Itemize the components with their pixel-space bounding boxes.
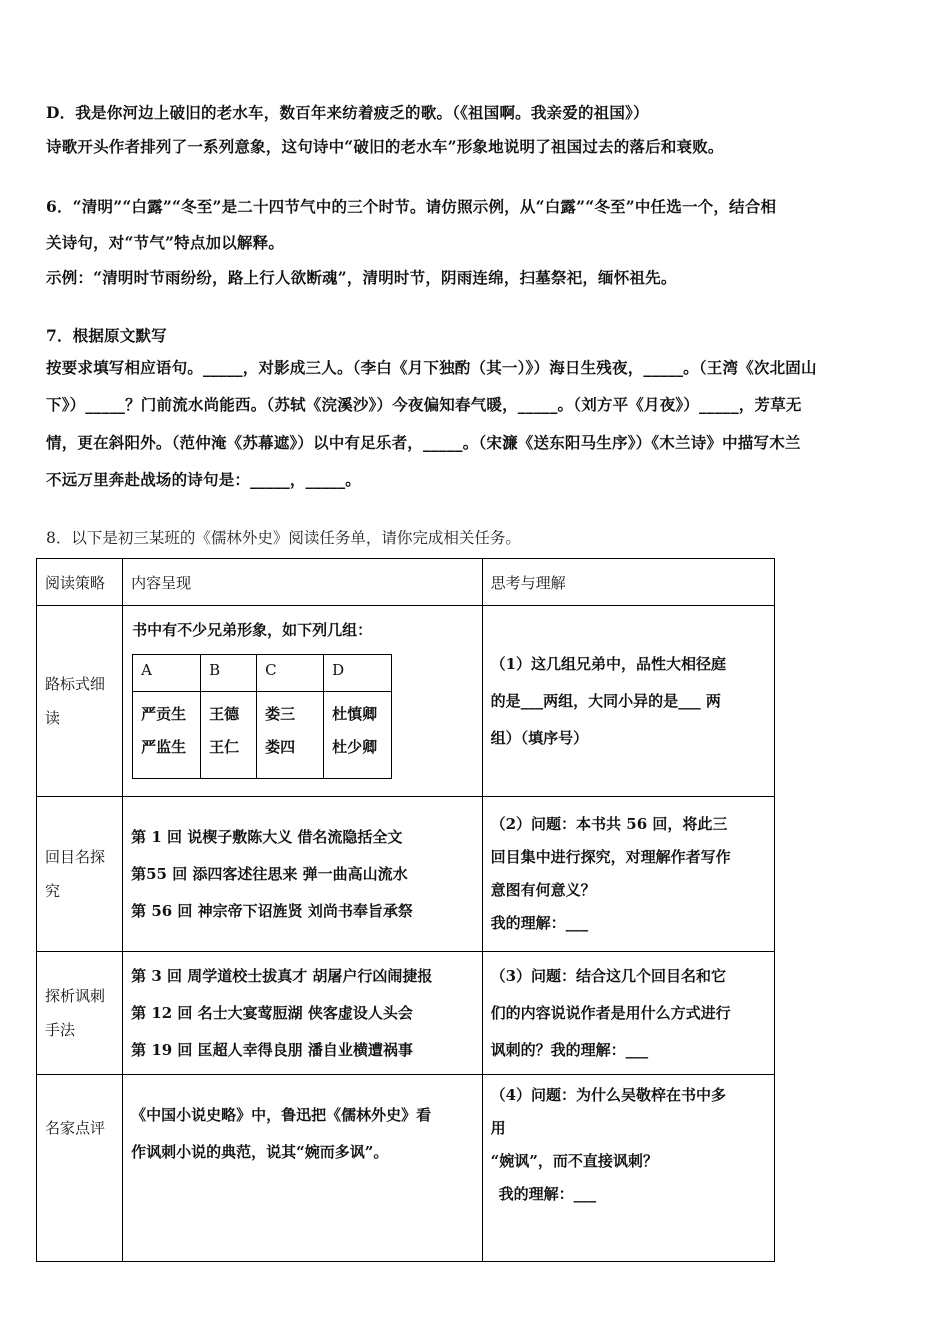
table-row — [37, 797, 775, 952]
header-thinking: 思考与理解 — [482, 559, 774, 606]
row4-label: 名家点评 — [37, 1075, 123, 1262]
header-strategy: 阅读策略 — [37, 559, 123, 606]
q6-line-2: 关诗句，对“节气”特点加以解释。 — [46, 233, 285, 252]
brothers-table — [132, 654, 392, 779]
group-b-key: B — [201, 655, 257, 692]
q7-title: 7．根据原文默写 — [46, 326, 167, 345]
q7-line-1: 按要求填写相应语句。_____，对影成三人。（李白《月下独酌（其一）》）海日生残夜，_____。（王湾《次北固山 — [46, 358, 817, 377]
group-a-names: 严贡生 严监生 — [133, 692, 201, 779]
row2-question: （2）问题：本书共 56 回，将此三 回目集中进行探究，对理解作者写作 意图有何意义？ 我的理解：___ — [482, 797, 774, 952]
table-header-row — [37, 559, 775, 606]
group-c-names: 娄三 娄四 — [257, 692, 324, 779]
q6-example: 示例：“清明时节雨纷纷，路上行人欲断魂”，清明时节，阴雨连绵，扫墓祭祀，缅怀祖先。 — [46, 268, 677, 287]
q7-line-4: 不远万里奔赴战场的诗句是：_____，_____。 — [46, 470, 362, 489]
header-content: 内容呈现 — [123, 559, 482, 606]
q8-caption: 8．以下是初三某班的《儒林外史》阅读任务单，请你完成相关任务。 — [46, 529, 521, 547]
q7-line-3: 情，更在斜阳外。（范仲淹《苏幕遮》）以中有足乐者，_____。（宋濂《送东阳马生序》）《木兰诗》中描写木兰 — [46, 433, 801, 452]
q7-line-2: 下》）_____？门前流水尚能西。（苏轼《浣溪沙》）今夜偏知春气暖，_____。（刘方平《月夜》）_____，芳草无 — [46, 395, 802, 414]
row3-question: （3）问题：结合这几个回目名和它 们的内容说说作者是用什么方式进行 讽刺的？我的理解：___ — [482, 952, 774, 1075]
table-row — [37, 606, 775, 797]
group-d-names: 杜慎卿 杜少卿 — [324, 692, 392, 779]
row4-question: （4）问题：为什么吴敬梓在书中多 用 “婉讽”，而不直接讽刺？ 我的理解：___ — [482, 1075, 774, 1262]
group-d-key: D — [324, 655, 392, 692]
row2-label: 回目名探 究 — [37, 797, 123, 952]
row4-content: 《中国小说史略》中，鲁迅把《儒林外史》看 作讽刺小说的典范，说其“婉而多讽”。 — [123, 1075, 482, 1262]
row1-label: 路标式细 读 — [37, 606, 123, 797]
option-d-line-2: 诗歌开头作者排列了一系列意象，这句诗中“破旧的老水车”形象地说明了祖国过去的落后和衰败。 — [46, 137, 724, 156]
group-b-names: 王德 王仁 — [201, 692, 257, 779]
group-c-key: C — [257, 655, 324, 692]
table-row — [37, 1075, 775, 1262]
row1-content — [123, 606, 482, 797]
q6-line-1: 6．“清明”“白露”“冬至”是二十四节气中的三个时节。请仿照示例，从“白露”“冬至”中任选一个，结合相 — [46, 197, 777, 216]
row3-content: 第 3 回 周学道校士拔真才 胡屠户行凶闹捷报 第 12 回 名士大宴莺脰湖 侠客虚设人头会 第 19 回 匡超人幸得良朋 潘自业横遭祸事 — [123, 952, 482, 1075]
option-d-line-1: D．我是你河边上破旧的老水车，数百年来纺着疲乏的歌。（《祖国啊。我亲爱的祖国》） — [46, 103, 649, 122]
table-row — [37, 952, 775, 1075]
reading-task-table — [36, 558, 775, 1262]
row3-label: 探析讽刺 手法 — [37, 952, 123, 1075]
row1-question: （1）这几组兄弟中，品性大相径庭 的是___两组，大同小异的是___ 两 组）（填序号） — [482, 606, 774, 797]
row1-intro: 书中有不少兄弟形象，如下列几组： — [132, 621, 373, 639]
group-a-key: A — [133, 655, 201, 692]
row2-content: 第 1 回 说楔子敷陈大义 借名流隐括全文 第55 回 添四客述往思来 弹一曲高山流水 第 56 回 神宗帝下诏旌贤 刘尚书奉旨承祭 — [123, 797, 482, 952]
